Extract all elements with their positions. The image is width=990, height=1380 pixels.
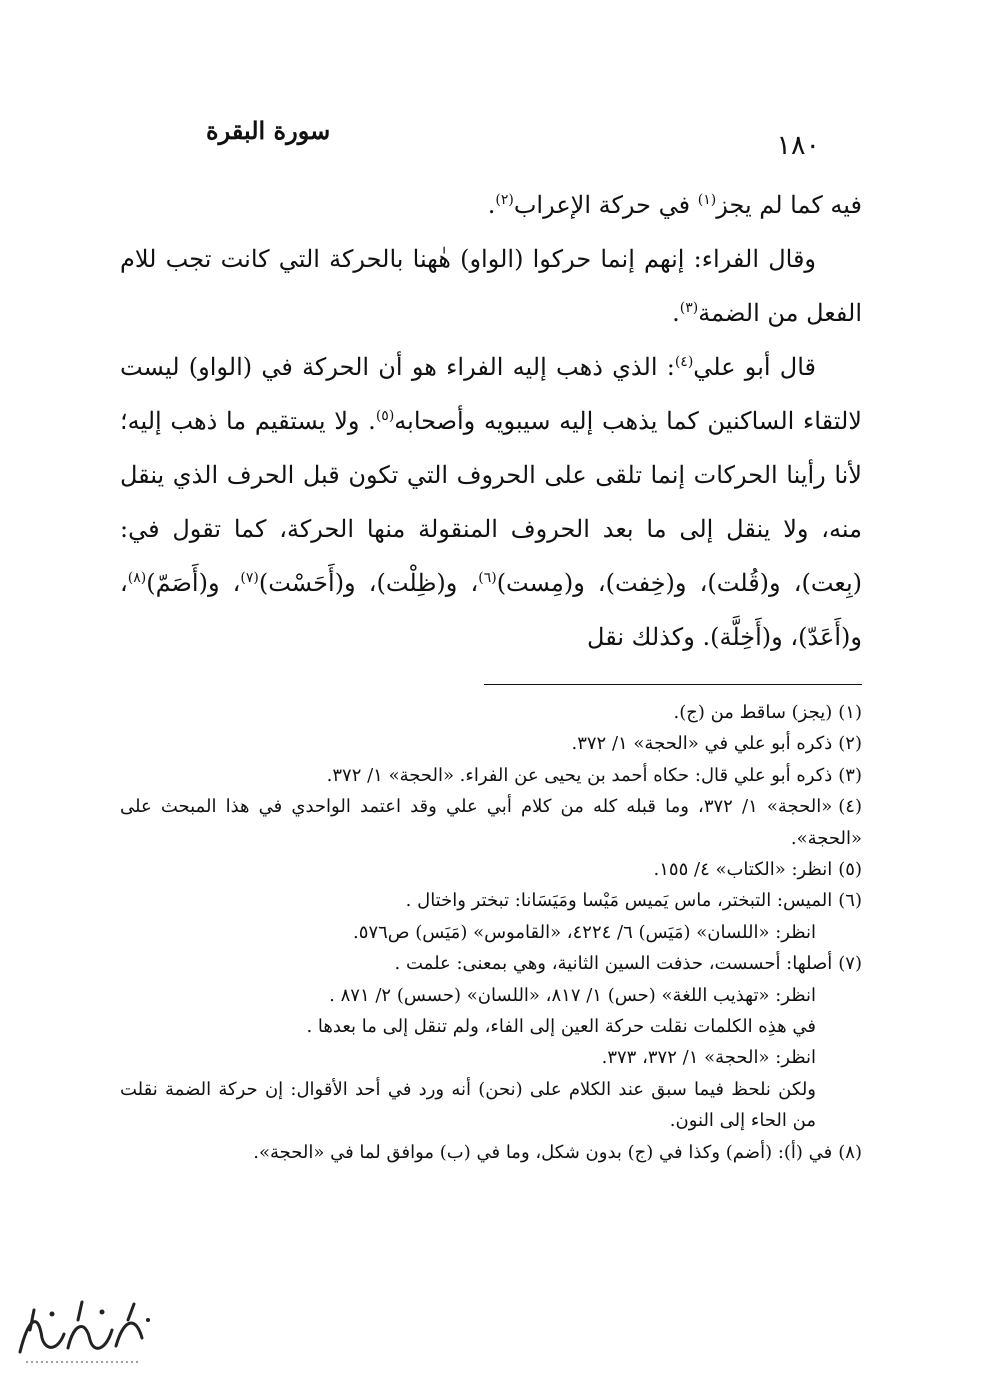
- footnote-7: (٧)أصلها: أحسست، حذفت السين الثانية، وهي بمعنى: علمت .: [394, 953, 862, 975]
- footnote-7-continued-2: في هذِه الكلمات نقلت حركة العين إلى الفاء، ولم تنقل إلى ما بعدها .: [306, 1016, 816, 1038]
- footnote-ref[interactable]: (٥): [375, 408, 395, 424]
- footnote-ref[interactable]: (٧): [240, 570, 259, 586]
- footnote-1: (١)(يجز) ساقط من (ج).: [673, 702, 862, 723]
- footnote-7-continued-3: انظر: «الحجة» ١/ ٣٧٢، ٣٧٣.: [601, 1047, 816, 1069]
- footnote-5: (٥)انظر: «الكتاب» ٤/ ١٥٥.: [653, 859, 862, 881]
- footnote-ref[interactable]: (٢): [495, 192, 514, 208]
- paragraph-3: قال أبو علي$^{(٤)}$: الذي ذهب إليه الفراء هو أن الحركة في (الواو) ليست لالتقاء الساكنين كما يذهب إليه سيبويه وأصحابه$^{(٥)}$. ولا يستقيم ما ذهب إليه؛ لأنا رأينا الحركات إنما تلقى على الحروف التي تكون قبل الحرف الذي ينقل منه، ولا ينقل إلى ما بعد الحروف المنقولة منها الحركة، كما تقول في: (بِعت)، و(قُلت)، و(خِفت)، و(مِست)$^{(٦)}$، و(ظِلْت)، و(أَحَسْت)$^{(٧)}$، و(أَصَمّ)$^{(٨)}$، و(أَعَدّ)، و(أَخِلَّة). وكذلك نقل: [120, 353, 862, 651]
- running-title: سورة البقرة: [206, 116, 331, 145]
- footnote-4: (٤)«الحجة» ١/ ٣٧٢، وما قبله كله من كلام أبي علي وقد اعتمد الواحدي في هذا المبحث على «الحجة».: [120, 796, 862, 849]
- page-header: [120, 112, 870, 162]
- footnote-3: (٣)ذكره أبو علي قال: حكاه أحمد بن يحيى عن الفراء. «الحجة» ١/ ٣٧٢.: [326, 764, 862, 786]
- calligraphy-logo-icon: [8, 1290, 158, 1370]
- footnote-8: (٨)في (أ): (أضم) وكذا في (ج) بدون شكل، وما في (ب) موافق لما في «الحجة».: [253, 1141, 862, 1163]
- paragraph-1: فيه كما لم يجز$^{(١)}$ في حركة الإعراب$^{(٢)}$.: [487, 191, 862, 219]
- footnote-divider: [484, 684, 862, 685]
- footnote-6: (٦)الميس: التبختر، ماس يَميس مَيْسا ومَيَسَانا: تبختر واختال .: [405, 890, 862, 912]
- footnotes: [120, 697, 862, 1168]
- footnote-ref[interactable]: (٦): [478, 570, 497, 586]
- footnote-ref[interactable]: (٤): [674, 354, 694, 370]
- footnote-2: (٢)ذكره أبو علي في «الحجة» ١/ ٣٧٢.: [571, 733, 862, 755]
- footnote-7-continued-4: ولكن نلحظ فيما سبق عند الكلام على (نحن) أنه ورد في أحد الأقوال: إن حركة الضمة نقلت من الحاء إلى النون.: [120, 1078, 816, 1132]
- page-number: ١٨٠: [776, 130, 820, 161]
- paragraph-2: وقال الفراء: إنهم إنما حركوا (الواو) هٰهنا بالحركة التي كانت تجب للام الفعل من الضمة$^{(٣)}$.: [120, 245, 862, 327]
- footnote-ref[interactable]: (٣): [679, 300, 699, 316]
- footnote-ref[interactable]: (١): [697, 192, 717, 208]
- footnote-7-continued-1: انظر: «تهذيب اللغة» (حس) ١/ ٨١٧، «اللسان» (حسس) ٢/ ٨٧١ .: [329, 984, 816, 1006]
- main-text: [120, 178, 862, 664]
- footnote-6-continued: انظر: «اللسان» (مَيَس) ٦/ ٤٢٢٤، «القاموس» (مَيَس) ص٥٧٦.: [353, 921, 816, 943]
- footnote-ref[interactable]: (٨): [127, 570, 147, 586]
